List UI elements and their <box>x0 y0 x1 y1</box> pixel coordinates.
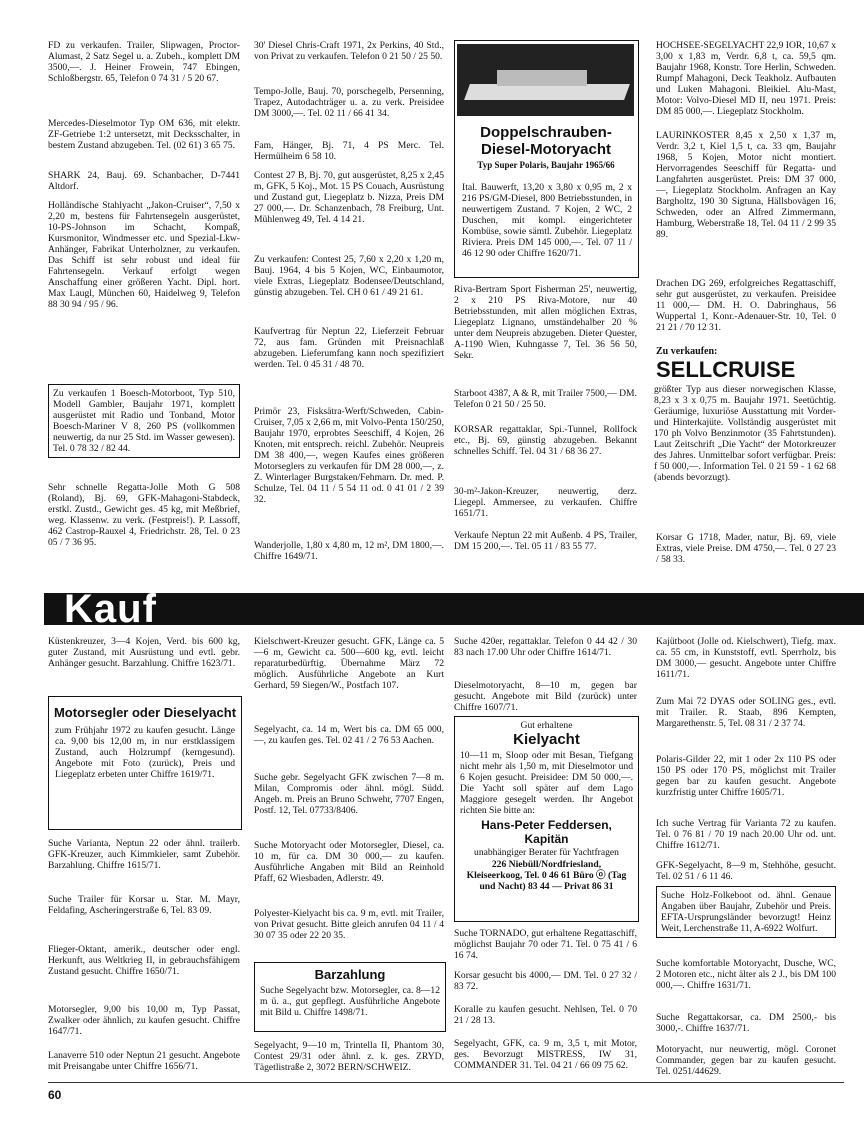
kielyacht-intro: Gut erhaltene <box>520 720 573 731</box>
page-number: 60 <box>48 1088 62 1102</box>
barzahlung-body: Suche Segelyacht bzw. Motorsegler, ca. 8—12 m ü. a., gut gepflegt. Ausführliche Angebote mit Bild u. Chiffre 1498/71. <box>260 985 440 1018</box>
classified-ad: Kajütboot (Jolle od. Kielschwert), Tiefg. max. ca. 55 cm, in Kunststoff, evtl. Sperrholz, bis DM 3000,— gesucht. Angebote unter Chiffre 1611/71. <box>656 636 836 680</box>
feature-title: Doppelschrauben-Diesel-Motoryacht <box>480 124 612 158</box>
kielyacht-title: Kielyacht <box>513 731 580 748</box>
classified-ad: Suche TORNADO, gut erhaltene Regattaschiff, möglichst Baujahr 70 oder 71. Tel. 0 75 41 / 6 16 74. <box>454 928 637 961</box>
classified-ad: Suche komfortable Motoryacht, Dusche, WC, 2 Motoren etc., nicht älter als 2 J., bis DM 100 000,—. Chiffre 1631/71. <box>656 958 836 991</box>
classified-ad: Polaris-Gilder 22, mit 1 oder 2x 110 PS oder 150 PS oder 170 PS, möglichst mit Trailer gegen bar zu kaufen gesucht. Angebote kurzfristig unter Chiffre 1605/71. <box>656 754 836 798</box>
classified-ad: Koralle zu kaufen gesucht. Nehlsen, Tel. 0 70 21 / 28 13. <box>454 1004 637 1026</box>
feature-body: Ital. Bauwerft, 13,20 x 3,80 x 0,95 m, 2 x 216 PS/GM-Diesel, 800 Betriebsstunden, in neuwertigem Zustand. 7 Kojen, 2 WC, 2 Duschen, mit kompl. eingerichteter Kombüse, sowie sämtl. Zubehör. Liegeplatz Riviera. Preis DM 145 000,—. Tel. 07 11 / 46 12 90 oder Chiffre 1620/71. <box>462 182 632 259</box>
classified-ad: Motorsegler, 9,00 bis 10,00 m, Typ Passat, Zwalker oder ähnlich, zu kaufen gesucht. Chiffre 1647/71. <box>48 1004 240 1037</box>
kielyacht-box <box>454 716 639 922</box>
classified-ad: Segelyacht, ca. 14 m, Wert bis ca. DM 65 000,—, zu kaufen ges. Tel. 02 41 / 2 76 53 Aachen. <box>254 724 444 746</box>
kielyacht-body: 10—11 m, Sloop oder mit Besan, Tiefgang nicht mehr als 1,50 m, mit Dieselmotor und 6 Kojen gesucht. Preisidee: DM 50 000,—. Die Yacht soll später auf dem Lago Maggiore gesegelt werden. Ihr Angebot richten Sie bitte an: <box>460 750 633 816</box>
classified-ad: Suche Varianta, Neptun 22 oder ähnl. trailerb. GFK-Kreuzer, auch Kimmkieler, samt Zubehör. Barzahlung. Chiffre 1615/71. <box>48 838 240 871</box>
classified-ad: Wanderjolle, 1,80 x 4,80 m, 12 m², DM 1800,—. Chiffre 1649/71. <box>254 540 444 562</box>
classified-ad: Segelyacht, GFK, ca. 9 m, 3,5 t, mit Motor, ges. Bevorzugt MISTRESS, IW 31, COMMANDER 31. Tel. 04 21 / 66 09 75 62. <box>454 1038 637 1071</box>
classified-ad: Motoryacht, nur neuwertig, mögl. Coronet Commander, gegen bar zu kaufen gesucht. Tel. 0251/44629. <box>656 1044 836 1077</box>
classified-ad: Verkaufe Neptun 22 mit Außenb. 4 PS, Trailer, DM 15 200,—. Tel. 05 11 / 83 55 77. <box>454 530 637 552</box>
barzahlung-box <box>254 962 446 1032</box>
barzahlung-title: Barzahlung <box>314 967 386 982</box>
motorsegler-box <box>48 696 242 830</box>
classified-ad: Starboot 4387, A & R, mit Trailer 7500,— DM. Telefon 0 21 50 / 25 50. <box>454 388 637 410</box>
classified-ad: Zum Mai 72 DYAS oder SOLING ges., evtl. mit Trailer. R. Staab, 896 Kempten, Margarethenstr. 5, Tel. 08 31 / 2 37 74. <box>656 696 836 729</box>
classified-ad: Kaufvertrag für Neptun 22, Lieferzeit Februar 72, aus fam. Gründen mit Preisnachlaß abzugeben. Lieferumfang kann noch spezifiziert werden. Tel. 0 45 31 / 48 70. <box>254 326 444 370</box>
kielyacht-contact-address: 226 Niebüll/Nordfriesland, Kleiseerkoog, Tel. 0 46 61 Büro ⓞ (Tag und Nacht) 83 44 — Privat 86 31 <box>466 859 627 892</box>
kielyacht-contact-role: unabhängiger Berater für Yachtfragen <box>474 847 619 858</box>
classified-ad: LAURINKOSTER 8,45 x 2,50 x 1,37 m, Verdr. 3,2 t, Kiel 1,5 t, ca. 33 qm, Baujahr 1968, 5 Kojen, Motor nicht montiert. Hervorragendes Seeschiff für Regatta- und Langfahrten ausgerüstet. Preis: DM 37 000,—, Liegeplatz Stockholm. Anfragen an Kay Bargholtz, 190 30 Sigtuna, Hällsbovägen 16, Schweden, oder an Alfred Zimmermann, Hamburg, Weberstraße 18, Tel. 04 11 / 2 99 35 89. <box>656 130 836 240</box>
classified-ad: Mercedes-Dieselmotor Typ OM 636, mit elektr. ZF-Getriebe 1:2 untersetzt, mit Decksschalter, in bestem Zustand abzugeben. Tel. (02 61) 3 65 75. <box>48 118 240 151</box>
motorsegler-body: zum Frühjahr 1972 zu kaufen gesucht. Länge ca. 9,00 bis 12,00 m, in nur erstklassigem Zustand, auch Holzrumpf (kerngesund). Angebote mit Foto (zurück), Preis und Liegeplatz erbeten unter Chiffre 1619/71. <box>55 725 235 780</box>
classified-ad: Suche Motoryacht oder Motorsegler, Diesel, ca. 10 m, für ca. DM 30 000,— zu kaufen. Ausführliche Angaben mit Bild an Reinhold Pfaff, 62 Wiesbaden, Adlerstr. 49. <box>254 840 444 884</box>
classified-ad: HOCHSEE-SEGELYACHT 22,9 IOR, 10,67 x 3,00 x 1,83 m, Verdr. 6,8 t, ca. 59,5 qm. Baujahr 1968, Konstr. Tore Herlin, Schweden. Rumpf Mahagoni, Deck Teakholz. Aufbauten und Luken Mahagoni. Bleikiel. Alu-Mast, Motor: Volvo-Diesel MD II, neu 1971. Preis: DM 85 000,—. Liegeplatz Stockholm. <box>656 40 836 117</box>
classified-ad: 30-m²-Jakon-Kreuzer, neuwertig, derz. Liegepl. Ammersee, zu verkaufen. Chiffre 1651/71. <box>454 486 637 519</box>
classified-ad: Flieger-Oktant, amerik., deutscher oder engl. Herkunft, aus Weltkrieg II, in gebrauchsfähigem Zustand gesucht. Chiffre 1650/71. <box>48 944 240 977</box>
classified-ad: Holländische Stahlyacht „Jakon-Cruiser“, 7,50 x 2,20 m, bestens für Fahrtensegeln ausgerüstet, 10-PS-Johnson im Schacht, Kompaß, Kursmonitor, Windmesser etc. und Spezial-Lkw-Anhänger, Fabrikat Unterholzner, zu verkaufen. Das Schiff ist sehr robust und ideal für Fahrtensegeln. Verkauf erfolgt wegen Anschaffung einer größeren Yacht. Dipl. hort. Max Laugl, München 60, Haidelweg 9, Telefon 88 30 94 / 95 / 96. <box>48 200 240 310</box>
boat-photo <box>457 44 634 116</box>
classified-ad: Suche Trailer für Korsar u. Star. M. Mayr, Feldafing, Ascheringerstraße 6, Tel. 83 09. <box>48 894 240 916</box>
classified-ad: Primör 23, Fisksätra-Werft/Schweden, Cabin-Cruiser, 7,05 x 2,66 m, mit Volvo-Penta 150/250, Baujahr 1970, erprobtes Seeschiff, 4 Kojen, 26 Knoten, mit entsprech. reichl. Zubehör. Neupreis DM 38 400,—, wegen Kaufes eines größeren Motorseglers zu verkaufen für DM 28 000,—, z. Z. Winterlager Burgstaken/Fehmarn. Dr. med. P. Schulze, Tel. 04 11 / 5 54 11 od. 0 41 01 / 2 39 32. <box>254 406 444 505</box>
classified-ad: Sehr schnelle Regatta-Jolle Moth G 508 (Roland), Bj. 69, GFK-Mahagoni-Stabdeck, erstkl. Zustd., Gewicht ges. 45 kg, mit Meßbrief, weg. Klassenw. zu verk. (Festpreis!). P. Lassoff, 462 Castrop-Rauxel 4, Friedrichstr. 28, Tel. 0 23 05 / 7 36 95. <box>48 482 240 548</box>
classified-ad: Suche Regattakorsar, ca. DM 2500,- bis 3000,-. Chiffre 1637/71. <box>656 1012 836 1034</box>
classified-ad: Ich suche Vertrag für Varianta 72 zu kaufen. Tel. 0 76 81 / 70 19 nach 20.00 Uhr od. unt. Chiffre 1612/71. <box>656 818 836 851</box>
classified-ad: Fam, Hänger, Bj. 71, 4 PS Merc. Tel. Hermülheim 6 58 10. <box>254 140 444 162</box>
classified-ad: Riva-Bertram Sport Fisherman 25', neuwertig, 2 x 210 PS Riva-Motore, nur 40 Betriebsstunden, mit allen möglichen Extras, Liegeplatz Lignano, umständehalber 20 % unter dem Neupreis abzugeben. Dieter Quester, A-1190 Wien, Kuhngasse 7, Tel. 36 56 50, Sekr. <box>454 284 637 361</box>
classified-ad: KORSAR regattaklar, Spi.-Tunnel, Rollfock etc., Bj. 69, günstig abzugeben. Bekannt schnelles Schiff. Tel. 04 31 / 68 36 27. <box>454 424 637 457</box>
sellcruise-title: SELLCRUISE <box>656 357 796 382</box>
classified-ad: Korsar G 1718, Mader, natur, Bj. 69, viele Extras, viele Preise. DM 4750,—. Tel. 0 27 23 / 58 33. <box>656 532 836 565</box>
classified-ad: Lanaverre 510 oder Neptun 21 gesucht. Angebote mit Preisangabe unter Chiffre 1656/71. <box>48 1050 240 1072</box>
sellcruise-ad <box>654 346 838 522</box>
classified-ad: Tempo-Jolle, Bauj. 70, porschegelb, Persenning, Trapez, Autodachträger u. a. zu verk. Preisidee DM 3000,—. Tel. 02 11 / 66 41 34. <box>254 86 444 119</box>
classified-ad: Contest 27 B, Bj. 70, gut ausgerüstet, 8,25 x 2,45 m, GFK, 5 Koj., Mot. 15 PS Couach, Ausrüstung und Zustand gut, Liegeplatz b. Nizza, Preis DM 27 000,—. Dr. Schanzenbach, 78 Freiburg, Unt. Mühlenweg 49, Tel. 4 14 21. <box>254 170 444 225</box>
classified-ad: Zu verkaufen: Contest 25, 7,60 x 2,20 x 1,20 m, Bauj. 1964, 4 bis 5 Kojen, WC, Einbaumotor, viele Extras, Liegeplatz Bodensee/Deutschland, günstig abzugeben. Tel. CH 0 61 / 49 21 61. <box>254 254 444 298</box>
classified-ad: Suche 420er, regattaklar. Telefon 0 44 42 / 30 83 nach 17.00 Uhr oder Chiffre 1614/71. <box>454 636 637 658</box>
sellcruise-intro: Zu verkaufen: <box>656 346 718 357</box>
classified-ad: Kielschwert-Kreuzer gesucht. GFK, Länge ca. 5—6 m, Gewicht ca. 500—600 kg, evtl. leicht reparaturbedürftig. Übernahme März 72 möglich. Ausführliche Angebote an Kurt Gerhard, 59 Siegen/W., Postfach 107. <box>254 636 444 691</box>
sellcruise-body: größter Typ aus dieser norwegischen Klasse, 8,23 x 3 x 0,75 m. Baujahr 1971. Seetüchtig. Geräumige, luxuriöse Ausstattung mit Vorder- und Hinterkajüte. Vollständig ausgerüstet mit 170 ph Volvo Benzinmotor (35 Fahrtstunden). Laut Zeitschrift „Die Yacht“ der Motorkreuzer des Jahres. Unmittelbar sofort verfügbar. Preis: f 50 000,—. Information Tel. 0 21 59 - 1 62 68 (abends bevorzugt). <box>654 384 836 483</box>
classified-ad: Drachen DG 269, erfolgreiches Regattaschiff, sehr gut ausgerüstet, zu verkaufen. Preisidee 11 000,— DM. H. O. Dabringhaus, 56 Wuppertal 1, Konr.-Adenauer-Str. 10, Tel. 0 21 21 / 70 12 31. <box>656 278 836 333</box>
classified-ad: Polyester-Kielyacht bis ca. 9 m, evtl. mit Trailer, von Privat gesucht. Bitte gleich anrufen 04 11 / 4 30 07 35 oder 22 20 35. <box>254 908 444 941</box>
classified-ad: Korsar gesucht bis 4000,— DM. Tel. 0 27 32 / 83 72. <box>454 970 637 992</box>
classified-ad: SHARK 24, Bauj. 69. Schanbacher, D-7441 Altdorf. <box>48 170 240 192</box>
classified-ad-boxed: Suche Holz-Folkeboot od. ähnl. Genaue Angaben über Baujahr, Zubehör und Preis. EFTA-Ursprungsländer bevorzugt! Heinz Weit, Lerchenstraße 11, A-6922 Wolfurt. <box>656 886 836 938</box>
classified-ad: FD zu verkaufen. Trailer, Slipwagen, Proctor-Alumast, 2 Satz Segel u. a. Zubeh., komplett DM 3500,—. J. Heiner Frowein, 747 Ebingen, Schloßbergstr. 65, Telefon 0 74 31 / 5 20 67. <box>48 40 240 84</box>
classified-ad: GFK-Segelyacht, 8—9 m, Stehhöhe, gesucht. Tel. 02 51 / 6 11 46. <box>656 860 836 882</box>
classified-ad: 30' Diesel Chris-Craft 1971, 2x Perkins, 40 Std., von Privat zu verkaufen. Telefon 0 21 50 / 25 50. <box>254 40 444 62</box>
section-header-title: Kauf <box>64 587 157 631</box>
kielyacht-contact-name: Hans-Peter Feddersen, Kapitän <box>481 818 612 846</box>
motorsegler-title: Motorsegler oder Dieselyacht <box>53 705 237 720</box>
classified-ad: Segelyacht, 9—10 m, Trintella II, Phantom 30, Contest 29/31 oder ähnl. z. k. ges. ZRYD, Tägetlistraße 2, 3072 BERN/SCHWEIZ. <box>254 1040 444 1073</box>
section-header-bar <box>44 587 864 631</box>
classified-ad: Küstenkreuzer, 3—4 Kojen, Verd. bis 600 kg, guter Zustand, mit Ausrüstung und evtl. gebr. Anhänger gesucht. Barzahlung. Chiffre 1623/71. <box>48 636 240 669</box>
classified-ad-boxed: Zu verkaufen 1 Boesch-Motorboot, Typ 510, Modell Gambler, Baujahr 1971, komplett ausgerüstet mit Radio und Tonband, Motor Boesch-Mariner V 8, 260 PS (vollkommen neuwertig, da nur 25 Std. im Wasser gewesen). Tel. 0 78 32 / 82 44. <box>48 384 240 458</box>
feature-subtitle: Typ Super Polaris, Baujahr 1965/66 <box>477 160 615 170</box>
classified-ad: Dieselmotoryacht, 8—10 m, gegen bar gesucht. Angebote mit Bild (zurück) unter Chiffre 1607/71. <box>454 680 637 713</box>
classified-ad: Suche gebr. Segelyacht GFK zwischen 7—8 m. Milan, Compromis oder ähnl. mögl. Südd. Angeb. m. Preis an Bruno Schwehr, 7707 Engen, Postf. 12, Tel. 07733/8406. <box>254 772 444 816</box>
bottom-rule <box>48 1082 844 1083</box>
